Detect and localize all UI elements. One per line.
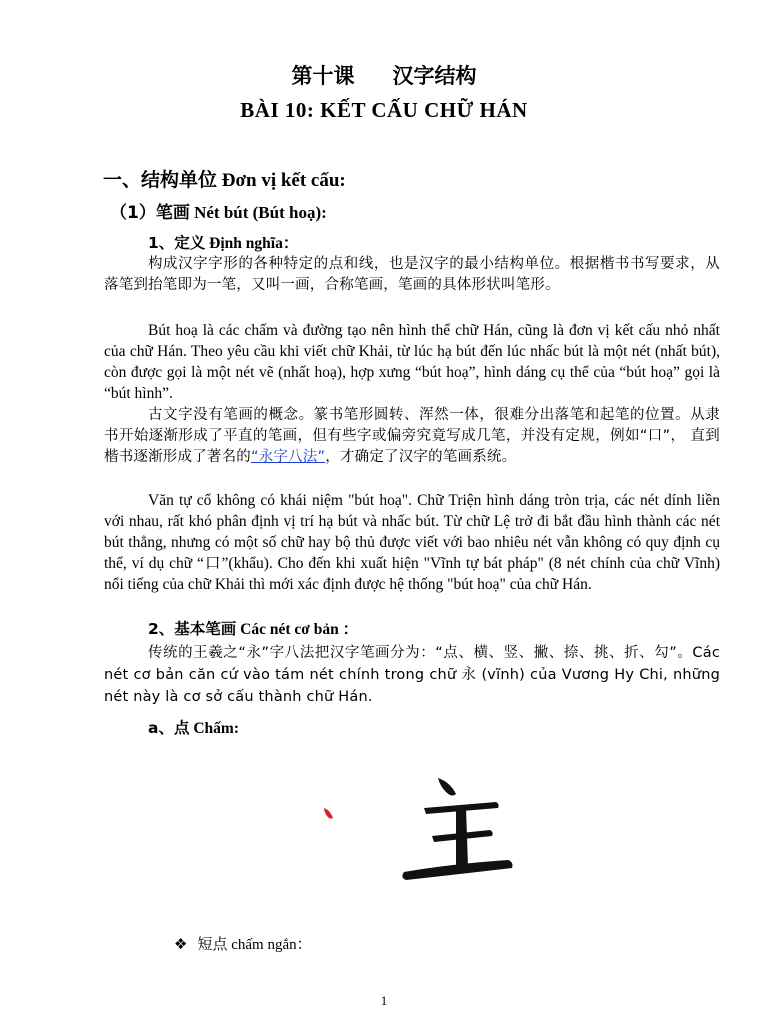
- lesson-topic-cn: 汉字结构: [392, 64, 477, 88]
- lesson-title-vietnamese: BÀI 10: KẾT CẤU CHỮ HÁN: [240, 98, 528, 122]
- paragraph-definition-chinese: 构成汉字字形的各种特定的点和线，也是汉字的最小结构单位。根据楷书书写要求，从落笔到抬笔即为一笔，又叫一画，合称笔画，笔画的具体形状叫笔形。: [104, 256, 720, 293]
- subsection-heading-strokes: （1）笔画 Nét bút (Bút hoạ):: [110, 203, 327, 223]
- item-heading-dot: a、点 Chấm:: [148, 719, 239, 737]
- paragraph-history-vietnamese: Văn tự cổ không có khái niệm "bút hoạ". Chữ Triện hình dáng tròn trịa, các nét dính liền với nhau, rất khó phân định vị trí hạ bút và nhấc bút. Từ chữ Lệ trở đi bắt đầu hình thành các nét bút thẳng, nhưng có một số chữ hay bộ thủ được viết với bao nhiêu nét vẫn không có quy định cụ thể, ví dụ chữ “口”(khẩu). Cho đến khi xuất hiện "Vĩnh tự bát pháp" (8 nét chính của chữ Vĩnh) nổi tiếng của chữ Khải thì mới xác định được hệ thống "bút hoạ" của chữ Hán.: [104, 492, 720, 593]
- paragraph-basic-strokes: 传统的王羲之“永”字八法把汉字笔画分为：“点、横、竖、撇、捺、挑、折、勾”。Các nét cơ bản căn cứ vào tám nét chính trong chữ 永 (vĩnh) của Vương Hy Chi, những nét này là cơ sở cấu thành chữ Hán.: [104, 645, 720, 705]
- brush-dot-top: [438, 778, 456, 796]
- paragraph-history-chinese: 古文字没有笔画的概念。篆书笔形圆转、浑然一体，很难分出落笔和起笔的位置。从隶书开始逐渐形成了平直的笔画，但有些字或偏旁究竟写成几笔，并没有定规，例如“口”， 直到楷书逐渐形成了著名的“永字八法”，才确定了汉字的笔画系统。: [104, 407, 720, 465]
- page-number: 1: [380, 993, 388, 1008]
- item-heading-definition: 1、定义 Định nghĩa：: [148, 234, 299, 252]
- section-heading-structure-units: 一、结构单位 Đơn vị kết cấu:: [103, 169, 346, 191]
- paragraph-definition-vietnamese: Bút hoạ là các chấm và đường tạo nên hình thể chữ Hán, cũng là đơn vị kết cấu nhỏ nhất của chữ Hán. Theo yêu cầu khi viết chữ Khải, từ lúc hạ bút đến lúc nhấc bút là một nét (nhất bút), còn được gọi là một nét vẽ (nhất hoạ), hợp xưng “bút hoạ”, hình dáng cụ thể của “bút hoạ” gọi là “bút hình”.: [104, 322, 720, 402]
- diamond-bullet-icon: ❖: [174, 935, 188, 953]
- lesson-title-chinese: [0, 60, 768, 90]
- item-heading-basic-strokes: 2、基本笔画 Các nét cơ bản ：: [148, 620, 359, 638]
- bullet-short-dot: ❖ 短点 chấm ngắn：: [174, 935, 312, 953]
- character-zhu-stroke-illustration: [300, 770, 540, 890]
- link-eight-principles[interactable]: “永字八法”: [251, 449, 326, 465]
- red-dot-stroke: [324, 808, 333, 819]
- lesson-number-cn: 第十课: [291, 64, 355, 88]
